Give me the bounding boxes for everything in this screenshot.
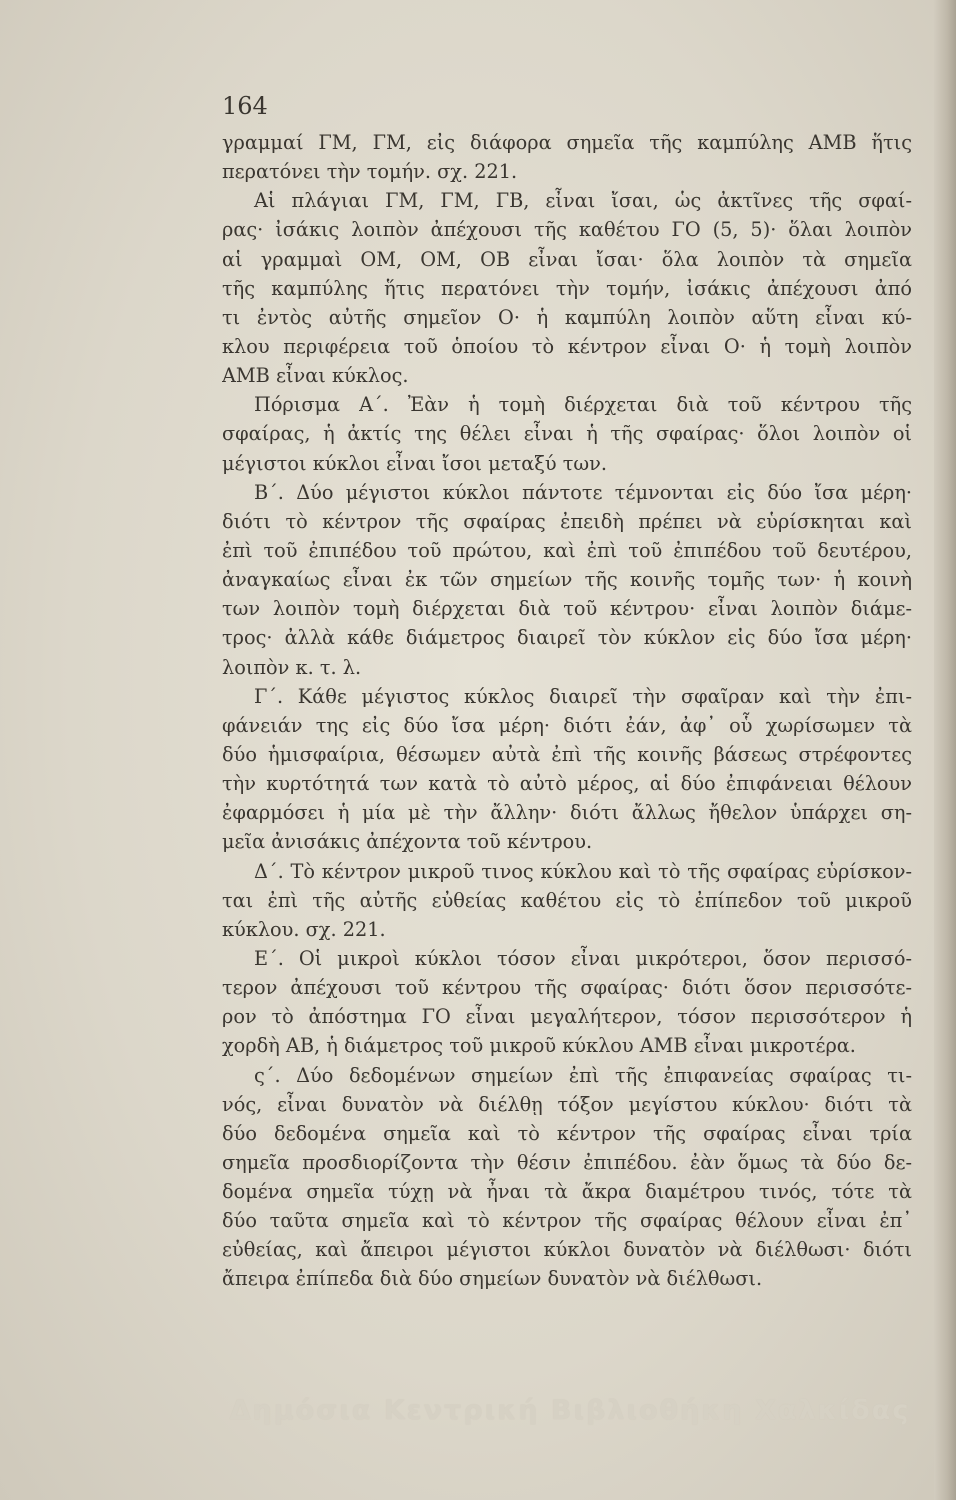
text-line: ς΄. Δύο δεδομένων σημείων ἐπὶ τῆς ἐπιφανείας σφαίρας τι- <box>254 1063 912 1087</box>
text-line: τὴν κυρτότητά των κατὰ τὸ αὐτὸ μέρος, αἱ δύο ἐπιφάνειαι θέλουν <box>222 772 912 796</box>
text-line: τι ἐντὸς αὐτῆς σημεῖον Ο· ἡ καμπύλη λοιπὸν αὕτη εἶναι κύ- <box>222 305 912 329</box>
text-line: ρας· ἰσάκις λοιπὸν ἀπέχουσι τῆς καθέτου ΓΟ (5, 5)· ὅλαι λοιπὸν <box>222 218 912 242</box>
page-edge <box>934 0 956 1500</box>
text-line: δύο ἡμισφαίρια, θέσωμεν αὐτὰ ἐπὶ τῆς κοινῆς βάσεως στρέφοντες <box>222 742 912 766</box>
text-line: διότι τὸ κέντρον τῆς σφαίρας ἐπειδὴ πρέπει νὰ εὑρίσκηται καὶ <box>222 509 912 533</box>
text-line: λοιπὸν κ. τ. λ. <box>222 655 362 679</box>
text-line: χορδὴ ΑΒ, ἡ διάμετρος τοῦ μικροῦ κύκλου ΑΜΒ εἶναι μικροτέρα. <box>222 1034 856 1058</box>
text-line: περατόνει τὴν τομήν. σχ. 221. <box>222 160 518 184</box>
text-line: μέγιστοι κύκλοι εἶναι ἴσοι μεταξύ των. <box>222 451 607 475</box>
text-line: Αἱ πλάγιαι ΓΜ, ΓΜ, ΓΒ, εἶναι ἴσαι, ὡς ἀκτῖνες τῆς σφαί- <box>254 189 912 213</box>
text-line: εὐθείας, καὶ ἄπειροι μέγιστοι κύκλοι δυνατὸν νὰ διέλθωσι· διότι <box>222 1238 912 1262</box>
text-line: Πόρισμα Α΄. Ἐὰν ἡ τομὴ διέρχεται διὰ τοῦ κέντρου τῆς <box>254 393 912 417</box>
page-number: 164 <box>222 92 268 120</box>
text-line: Γ΄. Κάθε μέγιστος κύκλος διαιρεῖ τὴν σφαῖραν καὶ τὴν ἐπι- <box>254 684 912 708</box>
text-line: σφαίρας, ἡ ἀκτίς της θέλει εἶναι ἡ τῆς σφαίρας· ὅλοι λοιπὸν οἱ <box>222 422 912 446</box>
text-line: φάνειάν της εἰς δύο ἴσα μέρη· διότι ἐάν, ἀφ᾽ οὗ χωρίσωμεν τὰ <box>222 713 912 737</box>
text-line: κλου περιφέρεια τοῦ ὁποίου τὸ κέντρον εἶναι Ο· ἡ τομὴ λοιπὸν <box>222 334 912 358</box>
text-line: δύο ταῦτα σημεῖα καὶ τὸ κέντρον τῆς σφαίρας θέλουν εἶναι ἐπ᾽ <box>222 1209 912 1233</box>
text-line: ἀναγκαίως εἶναι ἐκ τῶν σημείων τῆς κοινῆς τομῆς των· ἡ κοινὴ <box>222 568 912 592</box>
text-line: ἐφαρμόσει ἡ μία μὲ τὴν ἄλλην· διότι ἄλλως ἤθελον ὑπάρχει ση- <box>222 801 912 825</box>
text-line: Δ΄. Τὸ κέντρον μικροῦ τινος κύκλου καὶ τὸ τῆς σφαίρας εὑρίσκον- <box>254 859 912 883</box>
text-line: τερον ἀπέχουσι τοῦ κέντρου τῆς σφαίρας· διότι ὅσον περισσότε- <box>222 976 912 1000</box>
text-line: ρον τὸ ἀπόστημα ΓΟ εἶναι μεγαλήτερον, τόσον περισσότερον ἡ <box>222 1005 912 1029</box>
text-line: ΑΜΒ εἶναι κύκλος. <box>222 364 409 388</box>
text-line: των λοιπὸν τομὴ διέρχεται διὰ τοῦ κέντρου· εἶναι λοιπὸν διάμε- <box>222 597 912 621</box>
text-line: ἐπὶ τοῦ ἐπιπέδου τοῦ πρώτου, καὶ ἐπὶ τοῦ ἐπιπέδου τοῦ δευτέρου, <box>222 538 912 562</box>
text-line: Ε΄. Οἱ μικροὶ κύκλοι τόσον εἶναι μικρότεροι, ὅσον περισσό- <box>254 946 912 970</box>
text-line: νός, εἶναι δυνατὸν νὰ διέλθῃ τόξον μεγίστου κύκλου· διότι τὰ <box>222 1092 912 1116</box>
text-line: τρος· ἀλλὰ κάθε διάμετρος διαιρεῖ τὸν κύκλον εἰς δύο ἴσα μέρη· <box>222 626 912 650</box>
text-line: κύκλου. σχ. 221. <box>222 917 386 941</box>
text-line: αἱ γραμμαὶ ΟΜ, ΟΜ, ΟΒ εἶναι ἴσαι· ὅλα λοιπὸν τὰ σημεῖα <box>222 247 912 271</box>
text-line: γραμμαί ΓΜ, ΓΜ, εἰς διάφορα σημεῖα τῆς καμπύλης ΑΜΒ ἥτις <box>222 131 912 154</box>
library-watermark: Δημόσια Κεντρική Βιβλιοθήκη Χαλκίδας <box>229 1395 911 1426</box>
text-line: Β΄. Δύο μέγιστοι κύκλοι πάντοτε τέμνονται εἰς δύο ἴσα μέρη· <box>254 480 912 504</box>
text-line: δομένα σημεῖα τύχῃ νὰ ἦναι τὰ ἄκρα διαμέτρου τινός, τότε τὰ <box>222 1180 912 1204</box>
body-text <box>222 128 912 1294</box>
text-line: ται ἐπὶ τῆς αὐτῆς εὐθείας καθέτου εἰς τὸ ἐπίπεδον τοῦ μικροῦ <box>222 888 912 912</box>
text-line: δύο δεδομένα σημεῖα καὶ τὸ κέντρον τῆς σφαίρας εἶναι τρία <box>222 1121 912 1145</box>
text-line: μεῖα ἀνισάκις ἀπέχοντα τοῦ κέντρου. <box>222 830 593 854</box>
text-line: ἄπειρα ἐπίπεδα διὰ δύο σημείων δυνατὸν νὰ διέλθωσι. <box>222 1267 763 1291</box>
text-line: σημεῖα προσδιορίζοντα τὴν θέσιν ἐπιπέδου. ἐὰν ὅμως τὰ δύο δε- <box>222 1150 912 1174</box>
text-line: τῆς καμπύλης ἥτις περατόνει τὴν τομήν, ἰσάκις ἀπέχουσι ἀπό <box>222 276 912 300</box>
